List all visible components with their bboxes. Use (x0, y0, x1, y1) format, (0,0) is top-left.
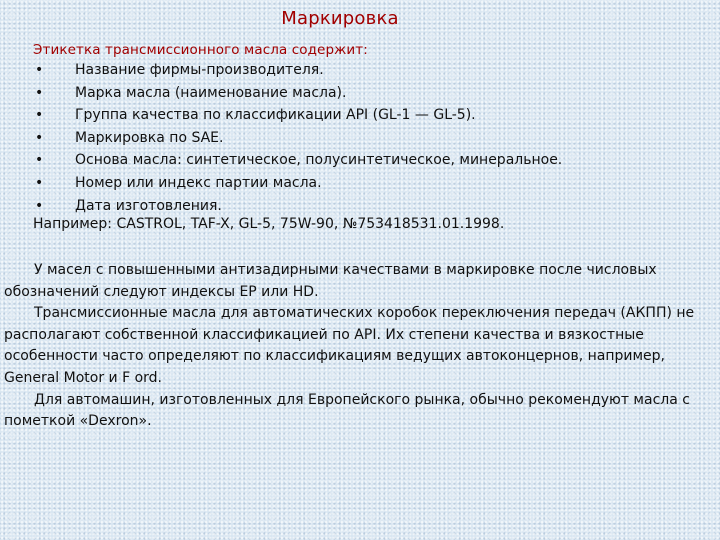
bullet-text: Марка масла (наименование масла). (75, 84, 347, 101)
bullet-icon: • (35, 152, 44, 169)
body-text (4, 260, 716, 433)
bullet-text: Маркировка по SAE. (75, 129, 224, 146)
paragraph-ep-hd: У масел с повышенными антизадирными качествами в маркировке после числовых обозначений следуют индексы ЕР или HD. (4, 262, 657, 300)
list-item (0, 107, 720, 130)
bullet-list (0, 62, 720, 220)
bullet-text: Основа масла: синтетическое, полусинтетическое, минеральное. (75, 152, 563, 169)
bullet-text: Дата изготовления. (75, 197, 222, 214)
example-line: Например: CASTROL, TAF-X, GL-5, 75W-90, №753418531.01.1998. (33, 216, 505, 232)
slide-title: Маркировка (281, 8, 399, 29)
bullet-icon: • (35, 129, 44, 146)
bullet-text: Номер или индекс партии масла. (75, 174, 322, 191)
bullet-icon: • (35, 84, 44, 101)
paragraph-dexron: Для автомашин, изготовленных для Европейского рынка, обычно рекомендуют масла с пометкой «Dexron». (4, 391, 690, 430)
list-item (0, 62, 720, 85)
bullet-icon: • (35, 107, 44, 124)
bullet-icon: • (35, 174, 44, 191)
bullet-text: Название фирмы-производителя. (75, 62, 324, 78)
bullet-icon: • (35, 197, 44, 214)
list-item (0, 152, 720, 175)
list-item (0, 175, 720, 198)
paragraph-akpp: Трансмиссионные масла для автоматических коробок переключения передач (АКПП) не располагают собственной классификацией по API. Их степени качества и вязкостные особенности часто определяют по классификациям ведущих автоконцернов, например, General Motor и F ord. (4, 305, 695, 386)
list-item (0, 130, 720, 153)
list-item (0, 85, 720, 108)
bullet-text: Группа качества по классификации API (GL-1 — GL-5). (75, 107, 476, 124)
intro-label: Этикетка трансмиссионного масла содержит: (33, 42, 368, 58)
bullet-icon: • (35, 62, 44, 78)
